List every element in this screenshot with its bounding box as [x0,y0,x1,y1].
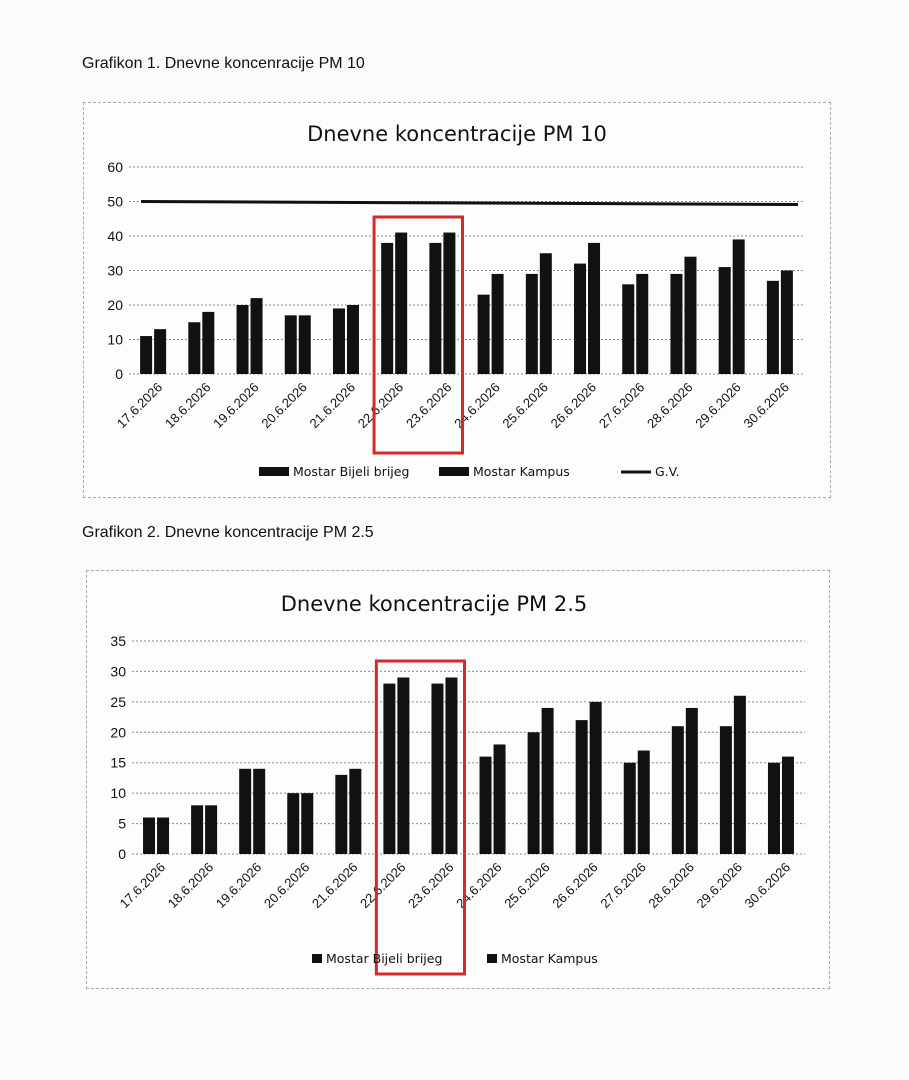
bar-kampus [492,274,504,374]
bar-kampus [349,769,361,854]
x-tick-label: 25.6.2026 [499,379,551,432]
bar-kampus [684,257,696,374]
bar-kampus [397,678,409,854]
y-tick-label: 60 [107,159,123,175]
x-tick-label: 20.6.2026 [258,379,310,432]
y-tick-label: 0 [118,846,126,862]
legend-swatch [439,467,469,476]
x-tick-label: 19.6.2026 [212,859,265,912]
y-tick-label: 40 [107,228,123,244]
chart-title: Dnevne koncentracije PM 2.5 [280,592,588,616]
bar-kampus [733,239,745,374]
bar-kampus [588,243,600,374]
legend-label: G.V. [655,464,680,479]
x-tick-label: 28.6.2026 [645,859,697,912]
bar-bijeli-brijeg [431,684,443,854]
legend-label: Mostar Kampus [473,464,570,479]
bar-bijeli-brijeg [381,243,393,374]
bar-kampus [542,708,554,854]
y-tick-label: 5 [118,815,126,832]
bar-bijeli-brijeg [719,267,731,374]
bar-bijeli-brijeg [768,763,780,854]
bar-bijeli-brijeg [576,720,588,854]
bar-bijeli-brijeg [622,284,634,374]
bar-kampus [395,233,407,374]
legend-swatch [259,467,289,476]
legend-swatch [312,954,322,963]
bar-bijeli-brijeg [672,726,684,854]
y-tick-label: 50 [107,193,123,210]
x-tick-label: 23.6.2026 [405,859,457,912]
x-tick-label: 30.6.2026 [741,859,794,912]
x-tick-label: 21.6.2026 [308,859,361,912]
x-tick-label: 24.6.2026 [451,379,503,432]
bar-bijeli-brijeg [478,295,490,374]
x-tick-label: 27.6.2026 [595,379,648,432]
legend-label: Mostar Kampus [501,951,598,966]
legend-swatch [487,954,497,963]
x-tick-label: 17.6.2026 [113,379,166,432]
x-tick-label: 19.6.2026 [210,379,262,432]
bar-kampus [251,298,263,374]
y-tick-label: 30 [110,663,126,680]
y-tick-label: 10 [107,331,123,348]
bar-bijeli-brijeg [285,315,297,374]
bar-kampus [253,769,265,854]
bar-bijeli-brijeg [528,732,540,854]
chart-pm10 [83,102,831,498]
bar-bijeli-brijeg [143,817,155,854]
bar-kampus [445,678,457,854]
y-tick-label: 15 [110,754,126,771]
bar-bijeli-brijeg [526,274,538,374]
legend-label: Mostar Bijeli brijeg [326,951,443,966]
bar-bijeli-brijeg [574,264,586,374]
chart-pm10-svg [84,103,830,497]
bar-bijeli-brijeg [188,322,200,374]
bar-bijeli-brijeg [335,775,347,854]
bar-bijeli-brijeg [239,769,251,854]
bar-kampus [443,233,455,374]
figure-caption-2: Grafikon 2. Dnevne koncentracije PM 2.5 [82,524,374,541]
x-tick-label: 23.6.2026 [403,379,455,432]
bar-bijeli-brijeg [624,763,636,854]
bar-kampus [734,696,746,854]
bar-kampus [638,751,650,854]
bar-kampus [299,315,311,374]
bar-bijeli-brijeg [191,805,203,854]
bar-bijeli-brijeg [767,281,779,374]
x-tick-label: 30.6.2026 [740,379,793,432]
bar-kampus [540,253,552,374]
y-tick-label: 25 [110,693,126,710]
y-tick-label: 20 [110,724,126,741]
bar-bijeli-brijeg [140,336,152,374]
x-tick-label: 26.6.2026 [547,379,600,432]
bar-bijeli-brijeg [720,726,732,854]
x-tick-label: 22.6.2026 [357,859,409,912]
y-tick-label: 0 [115,366,123,382]
bar-kampus [205,805,217,854]
bar-bijeli-brijeg [429,243,441,374]
bar-bijeli-brijeg [237,305,249,374]
y-tick-label: 20 [107,297,123,313]
bar-bijeli-brijeg [383,684,395,854]
bar-bijeli-brijeg [287,793,299,854]
bar-kampus [686,708,698,854]
bar-bijeli-brijeg [480,757,492,854]
chart-pm25 [86,570,830,989]
x-tick-label: 18.6.2026 [161,379,214,432]
x-tick-label: 26.6.2026 [549,859,601,912]
bar-kampus [301,793,313,854]
x-tick-label: 29.6.2026 [692,379,744,432]
bar-kampus [494,744,506,854]
bar-kampus [154,329,166,374]
y-tick-label: 10 [110,785,126,802]
x-tick-label: 20.6.2026 [260,859,313,912]
figure-caption-1: Grafikon 1. Dnevne koncenracije PM 10 [82,55,365,72]
bar-kampus [202,312,214,374]
x-tick-label: 29.6.2026 [693,859,746,912]
bar-kampus [782,757,794,854]
bar-bijeli-brijeg [670,274,682,374]
x-tick-label: 27.6.2026 [597,859,649,912]
x-tick-label: 18.6.2026 [164,859,217,912]
bar-kampus [157,817,169,854]
x-tick-label: 24.6.2026 [453,859,505,912]
x-tick-label: 17.6.2026 [116,859,169,912]
legend-label: Mostar Bijeli brijeg [293,464,410,479]
reference-line-gv [141,202,798,205]
x-tick-label: 25.6.2026 [501,859,553,912]
chart-pm25-svg [87,571,829,988]
y-tick-label: 35 [110,633,126,649]
x-tick-label: 22.6.2026 [354,379,407,432]
bar-kampus [781,271,793,375]
y-tick-label: 30 [107,262,123,279]
bar-kampus [590,702,602,854]
bar-kampus [636,274,648,374]
x-tick-label: 21.6.2026 [306,379,359,432]
x-tick-label: 28.6.2026 [644,379,696,432]
bar-kampus [347,305,359,374]
chart-title: Dnevne koncentracije PM 10 [307,122,607,146]
bar-bijeli-brijeg [333,308,345,374]
